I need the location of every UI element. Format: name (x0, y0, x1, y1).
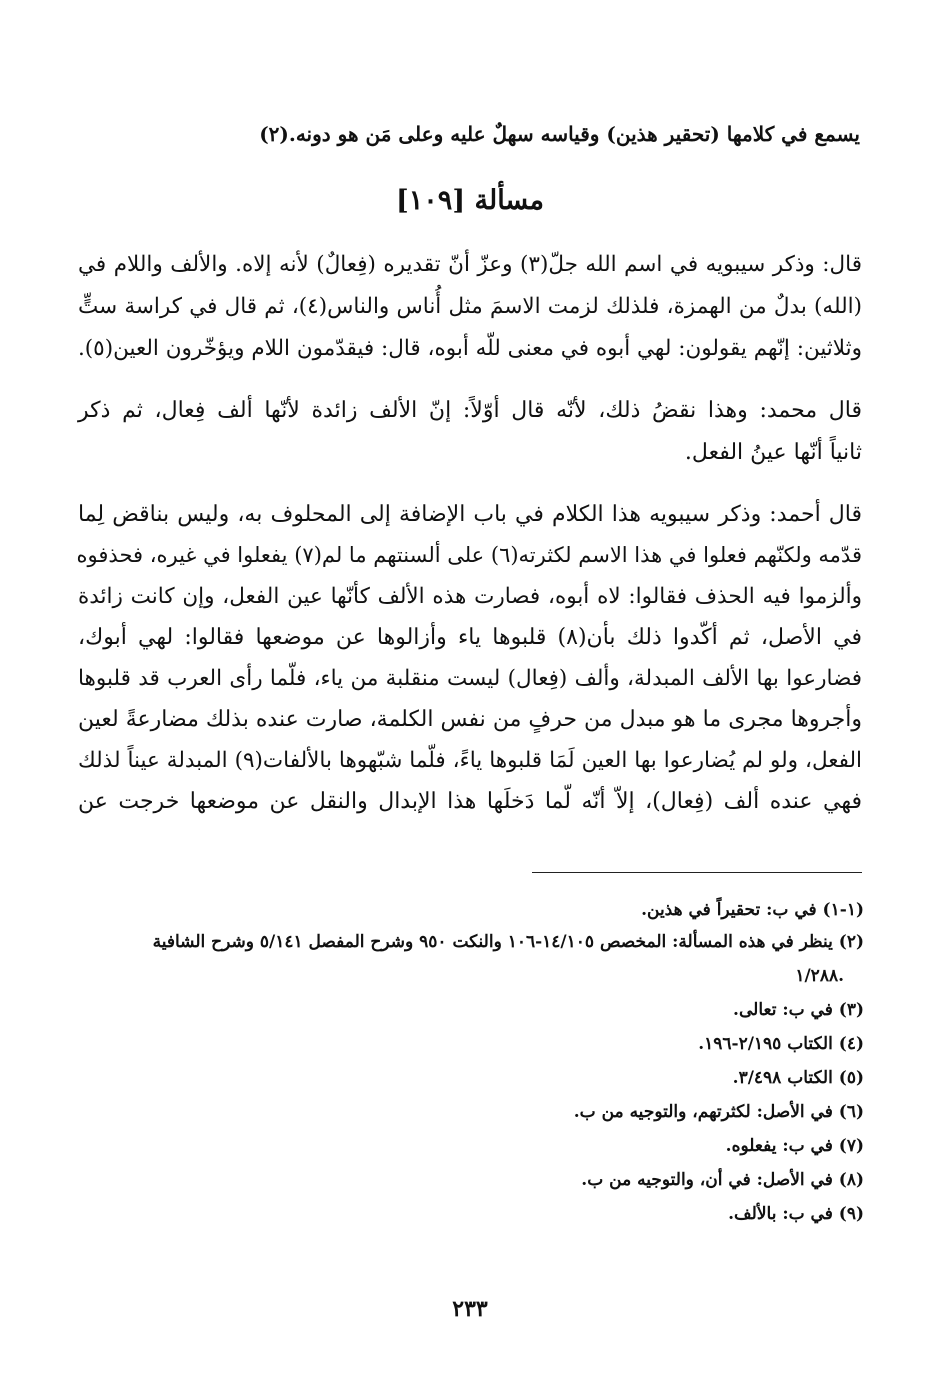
footnote: (٤) الكتاب ٢/١٩٥-١٩٦. (698, 1034, 864, 1054)
footnote-separator (532, 872, 862, 873)
paragraph-2-line: قال محمد: وهذا نقضُ ذلك، لأنّه قال أوّلاً: إنّ الألف زائدة لأنّها ألف فِعال، ثم ذكر (78, 398, 862, 423)
footnote: (٧) في ب: يفعلوه. (725, 1136, 864, 1156)
paragraph-3-line: فضارعوا بها الألف المبدلة، وألف (فِعال) ليست منقلبة من ياء، فلّما رأى العرب قد قلبوها (78, 666, 862, 691)
paragraph-1-line: قال: وذكر سيبويه في اسم الله جلّ(٣) وعزّ أنّ تقديره (فِعالٌ) لأنه إلاه. والألف واللام في (78, 252, 862, 277)
paragraph-3-line: الفعل، ولو لم يُضارعوا بها العين لَمَا قلبوها ياءً، فلّما شبّهوها بالألفات(٩) المبدلة عيناً لذلك (78, 748, 862, 773)
footnote: (٦) في الأصل: لكثرتهم، والتوجيه من ب. (573, 1102, 864, 1122)
footnote: (٨) في الأصل: في أن، والتوجيه من ب. (581, 1170, 864, 1190)
paragraph-3-line: في الأصل، ثم أكّدوا ذلك بأن(٨) قلبوها ياء وأزالوها عن موضعها فقالوا: لهي أبوك، (78, 625, 862, 650)
paragraph-3-line: وأجروها مجرى ما هو مبدل من حرفٍ من نفس الكلمة، صارت عنده بذلك مضارعةً لعين (78, 707, 862, 732)
paragraph-3-line: وألزموا فيه الحذف فقالوا: لاه أبوه، فصارت هذه الألف كأنّها عين الفعل، وإن كانت زائدة (78, 584, 862, 609)
section-heading: مسألة [١٠٩] (396, 185, 544, 216)
continuation-line: يسمع في كلامها (تحقير هذين) وقياسه سهلٌ عليه وعلى مَن هو دونه.(٢) (259, 122, 860, 146)
paragraph-3-line: قال أحمد: وذكر سيبويه هذا الكلام في باب الإضافة إلى المحلوف به، وليس بناقض لِما (78, 502, 862, 527)
footnote: (٢) ينظر في هذه المسألة: المخصص ١٤/١٠٥-١٠٦ والنكت ٩٥٠ وشرح المفصل ٥/١٤١ وشرح الشافية (152, 932, 864, 952)
footnote: (٣) في ب: تعالى. (733, 1000, 864, 1020)
page-number: ٢٣٣ (452, 1296, 488, 1322)
footnote-continuation: ١/٢٨٨. (795, 966, 844, 986)
footnote: (١-١) في ب: تحقيراً في هذين. (641, 900, 864, 920)
paragraph-3-line: فهي عنده ألف (فِعال)، إلاّ أنّه لّما دَخلَها هذا الإبدال والنقل عن موضعها خرجت عن (78, 789, 863, 814)
paragraph-2-line: ثانياً أنّها عينُ الفعل. (684, 440, 862, 465)
paragraph-1-line: وثلاثين: إنّهم يقولون: لهي أبوه في معنى للّه أبوه، قال: فيقدّمون اللام ويؤخّرون العين(٥). (77, 336, 862, 361)
paragraph-1-line: (الله) بدلٌ من الهمزة، فلذلك لزمت الاسمَ مثل أُناس والناس(٤)، ثم قال في كراسة ستٍّ (78, 294, 862, 319)
footnote: (٥) الكتاب ٣/٤٩٨. (732, 1068, 864, 1088)
paragraph-3-line: قدّمه ولكنّهم فعلوا في هذا الاسم لكثرته(٦) على ألسنتهم ما لم(٧) يفعلوا في غيره، فحذفوه (76, 543, 862, 567)
footnote: (٩) في ب: بالألف. (728, 1204, 864, 1224)
